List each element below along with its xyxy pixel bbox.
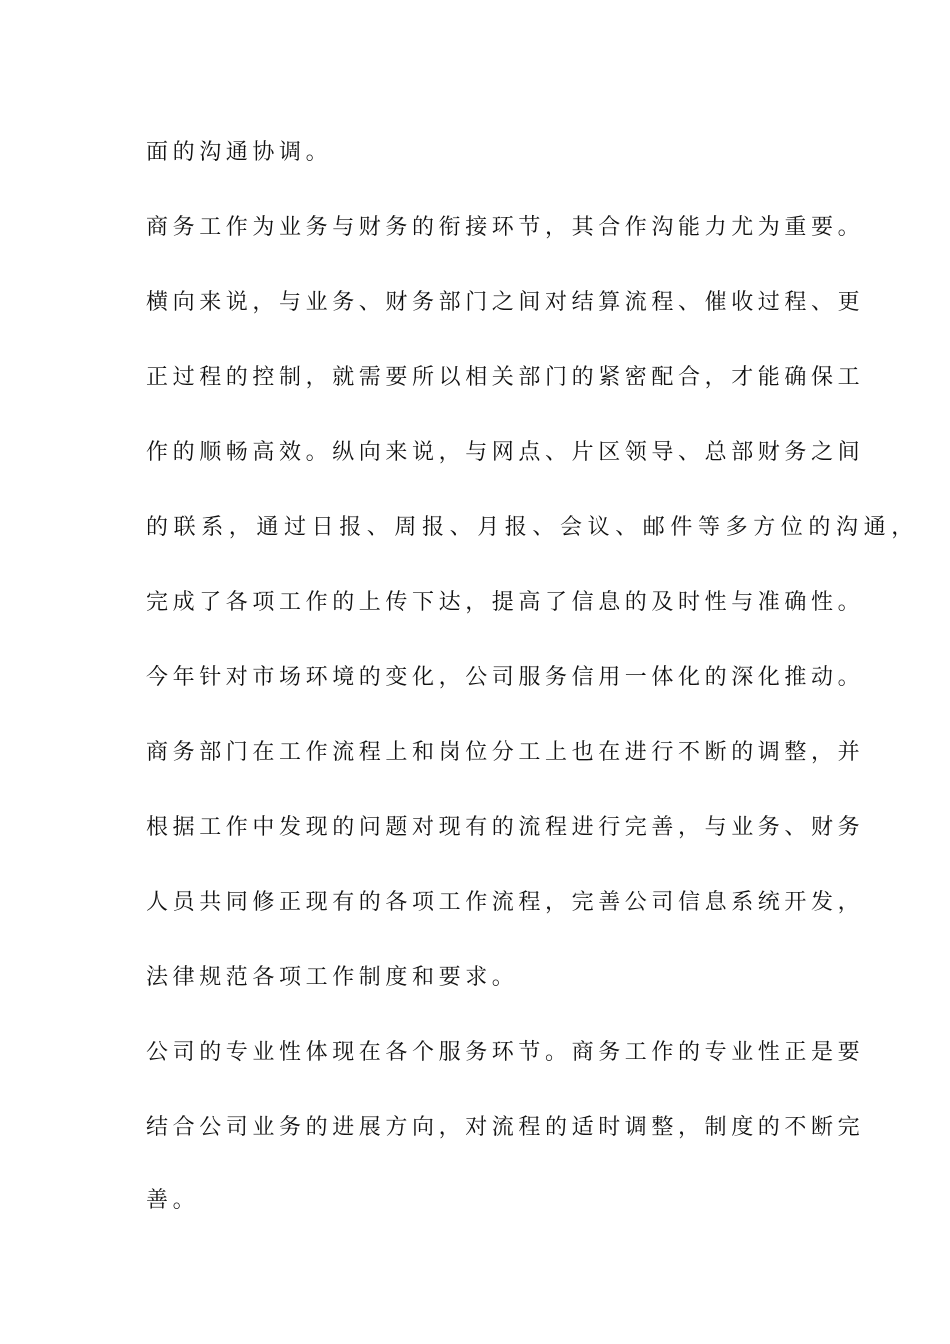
text-line: 横向来说，与业务、财务部门之间对结算流程、催收过程、更 — [146, 290, 865, 315]
text-line: 法律规范各项工作制度和要求。 — [146, 965, 519, 990]
text-line: 公司的专业性体现在各个服务环节。商务工作的专业性正是要 — [146, 1040, 865, 1065]
text-line: 商务工作为业务与财务的衔接环节，其合作沟能力尤为重要。 — [146, 215, 865, 240]
text-line: 人员共同修正现有的各项工作流程，完善公司信息系统开发， — [146, 890, 865, 915]
text-line: 今年针对市场环境的变化，公司服务信用一体化的深化推动。 — [146, 665, 865, 690]
text-line: 结合公司业务的进展方向，对流程的适时调整，制度的不断完 — [146, 1115, 865, 1140]
text-line: 善。 — [146, 1188, 200, 1213]
text-line: 商务部门在工作流程上和岗位分工上也在进行不断的调整，并 — [146, 740, 865, 765]
text-line: 面的沟通协调。 — [146, 140, 333, 165]
text-line: 作的顺畅高效。纵向来说，与网点、片区领导、总部财务之间 — [146, 440, 865, 465]
text-line: 的联系，通过日报、周报、月报、会议、邮件等多方位的沟通， — [146, 515, 919, 540]
text-line: 正过程的控制，就需要所以相关部门的紧密配合，才能确保工 — [146, 365, 865, 390]
text-line: 完成了各项工作的上传下达，提高了信息的及时性与准确性。 — [146, 590, 865, 615]
text-line: 根据工作中发现的问题对现有的流程进行完善，与业务、财务 — [146, 815, 865, 840]
